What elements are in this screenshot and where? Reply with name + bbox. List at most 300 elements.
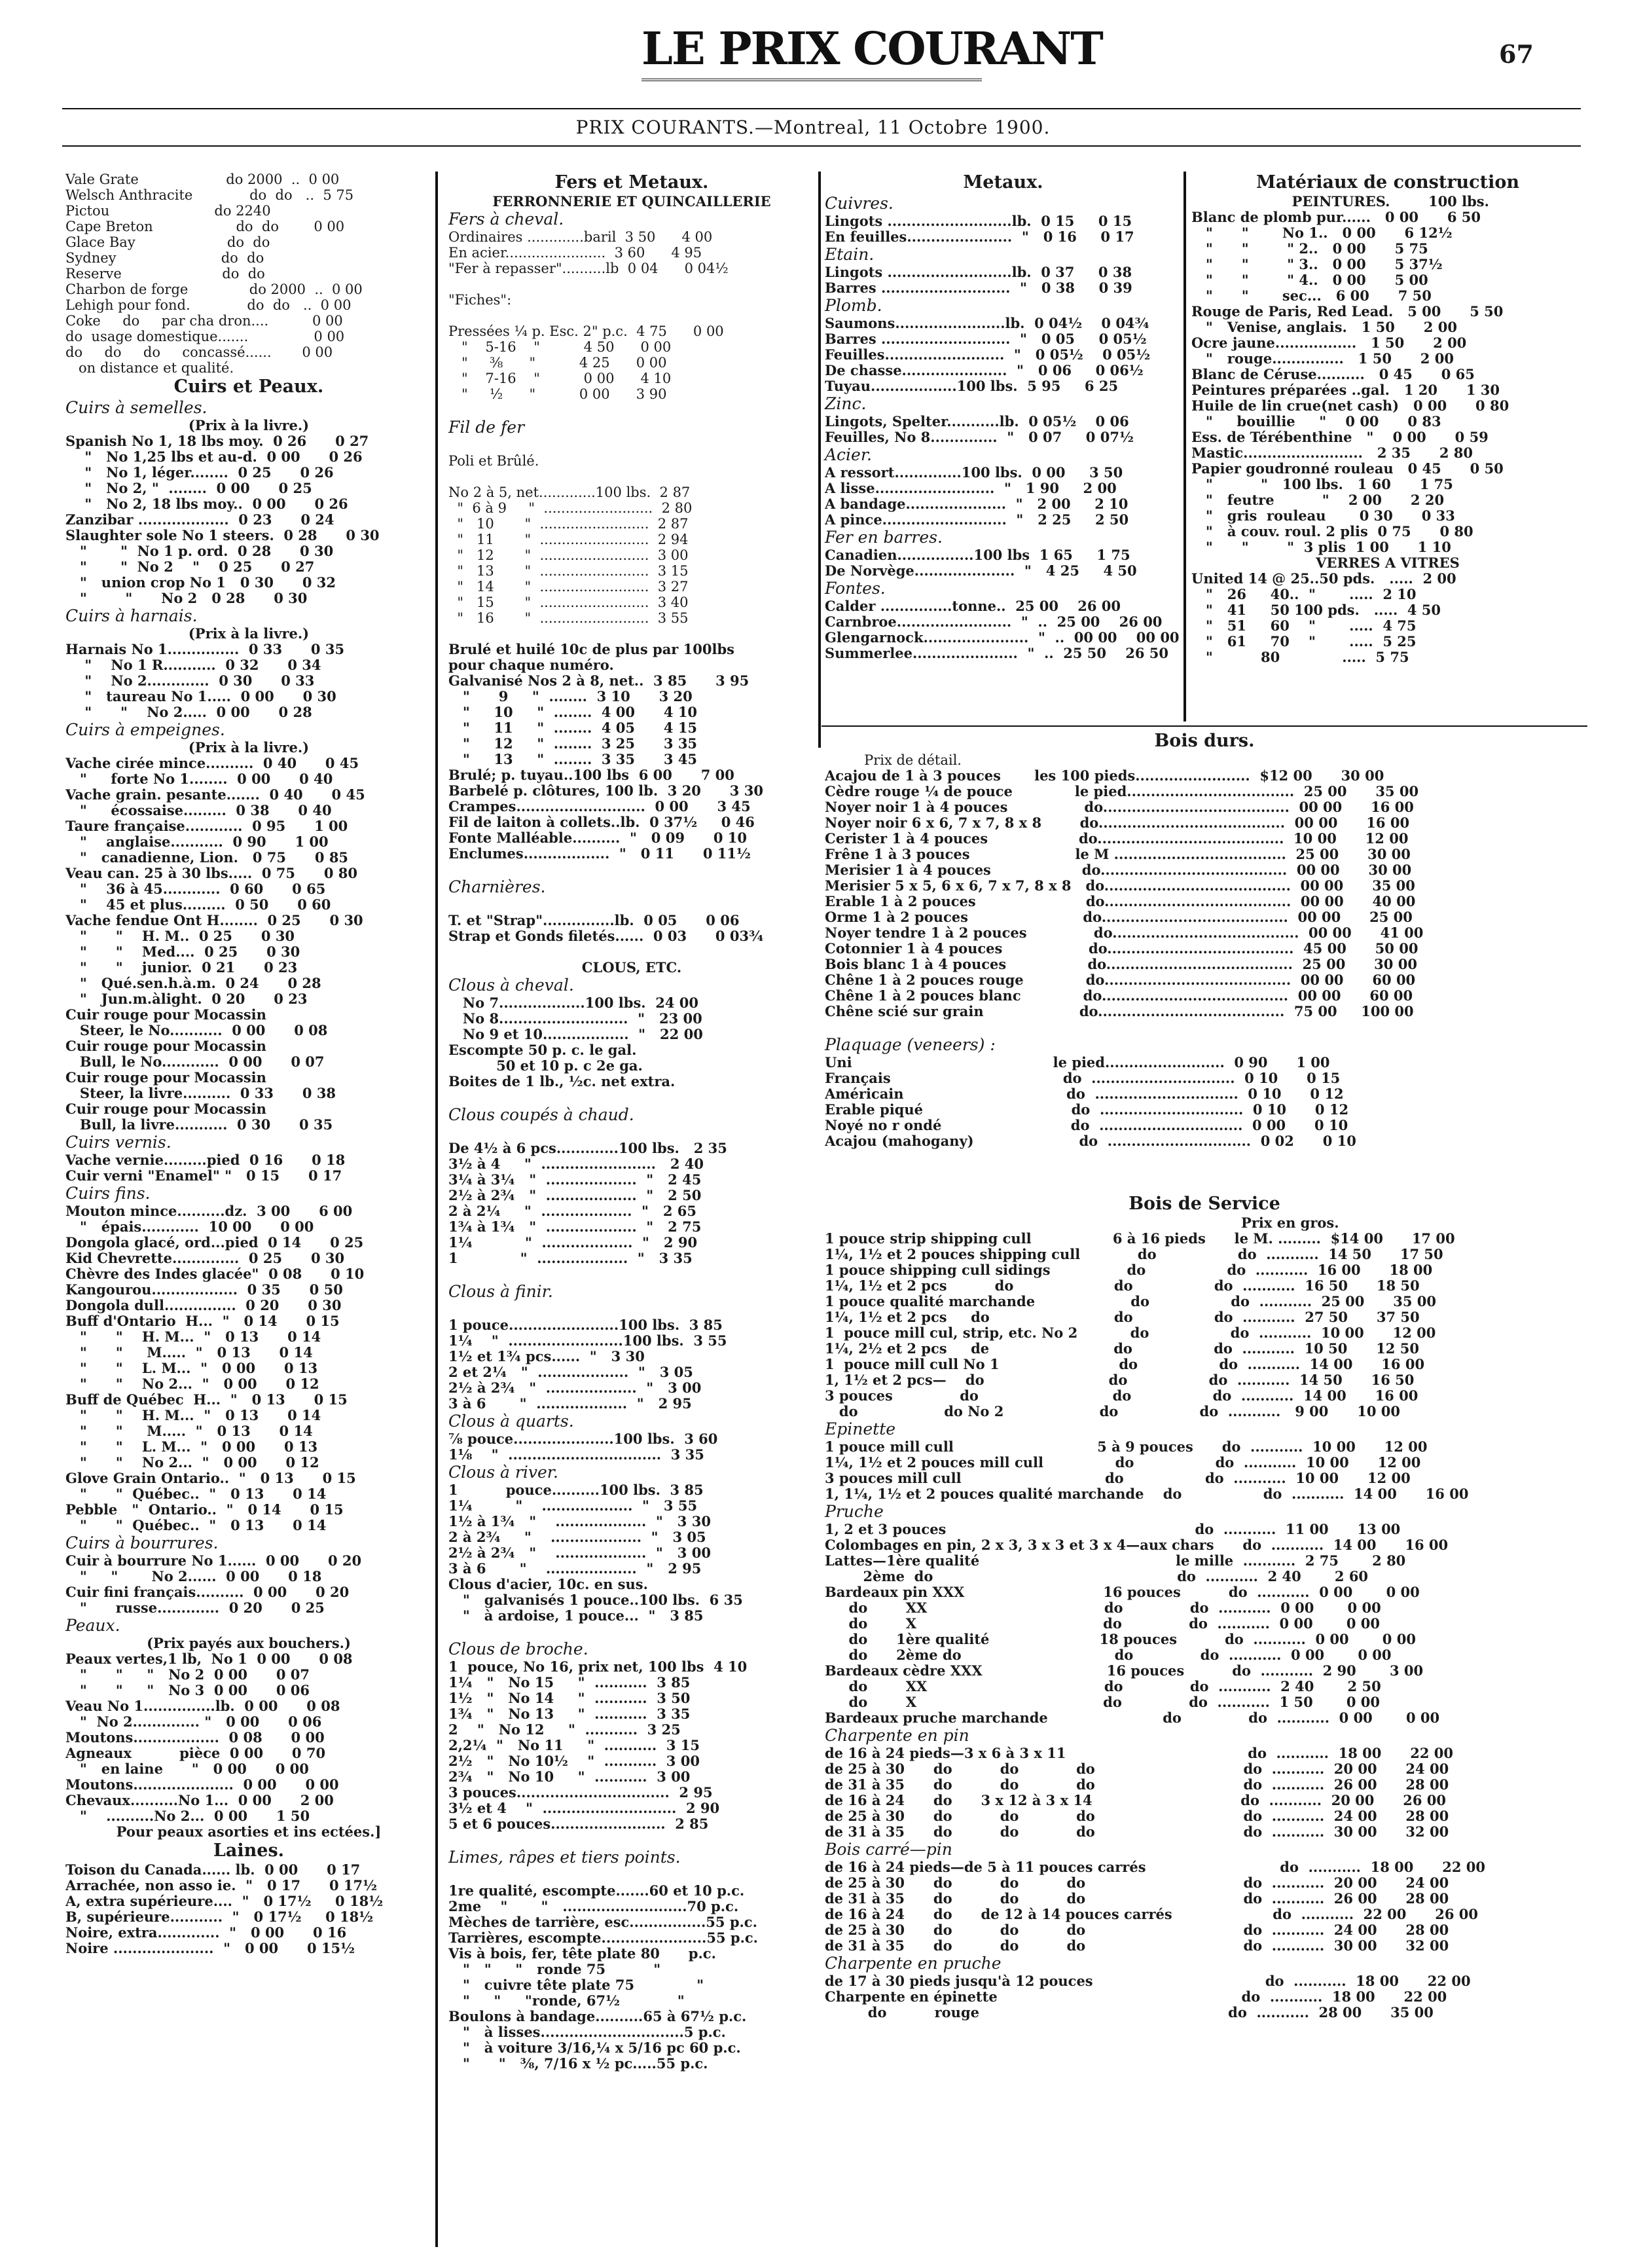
fers-row: 1¼ " ................... " 3 55: [448, 1498, 698, 1514]
fers-row: 2 et 2¼ " ................... " 3 05: [448, 1364, 693, 1380]
bois-service-row: Prix en gros.: [825, 1215, 1339, 1231]
section-bois-durs: [825, 730, 1584, 1149]
fers-row: 2 à 2¼ " ................... " 2 65: [448, 1203, 697, 1219]
cuirs-row: Chèvre des Indes glacée" 0 08 0 10: [65, 1266, 365, 1282]
cuirs-row: (Prix à la livre.): [188, 626, 310, 642]
metaux-row: A bandage..................... " 2 00 2 10: [825, 496, 1129, 512]
fers-row: Pressées ¼ p. Esc. 2" p.c. 4 75 0 00: [448, 323, 724, 339]
cuirs-row: Peaux.: [65, 1616, 120, 1635]
bois-service-row: do XX do do ........... 0 00 0 00: [825, 1600, 1381, 1616]
cuirs-row: do usage domestique....... 0 00: [65, 329, 345, 344]
materiaux-row: " " sec... 6 00 7 50: [1191, 288, 1432, 304]
fers-row: Fil de fer: [448, 418, 525, 437]
cuirs-row: " " H. M... " 0 13 0 14: [65, 1408, 321, 1423]
bois-service-row: do XX do do ........... 2 40 2 50: [825, 1679, 1381, 1694]
bois-durs-row: Cerister 1 à 4 pouces do....................................... 10 00 12 00: [825, 831, 1409, 847]
bois-durs-row: Orme 1 à 2 pouces do....................................... 00 00 25 00: [825, 909, 1413, 925]
materiaux-row: " " " 2.. 0 00 5 75: [1191, 241, 1428, 257]
cuirs-row: " anglaise........... 0 90 1 00: [65, 834, 329, 850]
cuirs-row: Cuir fini français.......... 0 00 0 20: [65, 1584, 350, 1600]
metaux-row: Glengarnock...................... " .. 00 00 00 00: [825, 630, 1180, 646]
cuirs-row: " " L. M... " 0 00 0 13: [65, 1361, 318, 1376]
fers-row: Limes, râpes et tiers points.: [448, 1848, 681, 1867]
materiaux-row: Ess. de Térébenthine " 0 00 0 59: [1191, 430, 1489, 445]
metaux-row: En feuilles...................... " 0 16 0 17: [825, 229, 1134, 245]
cuirs-row: Cuirs vernis.: [65, 1133, 172, 1152]
cuirs-row: Buff d'Ontario H... " 0 14 0 15: [65, 1313, 340, 1329]
metaux-row: Barres ........................... " 0 05 0 05½: [825, 331, 1147, 347]
cuirs-row: " " Med.... 0 25 0 30: [65, 944, 300, 960]
cuirs-row: " " M..... " 0 13 0 14: [65, 1423, 313, 1439]
materiaux-row: Mastic......................... 2 35 2 80: [1191, 445, 1473, 461]
bois-service-row: 1¼, 2½ et 2 pcs de do do ........... 10 50 12 50: [825, 1341, 1419, 1357]
fers-row: " 16 " ......................... 3 55: [448, 610, 689, 626]
bois-durs-row: Bois blanc 1 à 4 pouces do....................................... 25 00 30 00: [825, 957, 1417, 972]
bois-service-row: 1¼, 1½ et 2 pcs do do do ........... 27 50 37 50: [825, 1309, 1420, 1325]
materiaux-row: PEINTURES. 100 lbs.: [1191, 194, 1489, 210]
fers-row: 5 et 6 pouces........................ 2 85: [448, 1816, 709, 1832]
cuirs-row: Bull, la livre........... 0 30 0 35: [65, 1117, 333, 1133]
fers-row: Tarrières, escompte......................55 p.c.: [448, 1930, 758, 1946]
metaux-row: Barres ........................... " 0 38 0 39: [825, 280, 1132, 296]
cuirs-row: Pebble " Ontario.. " 0 14 0 15: [65, 1502, 344, 1518]
header-rule: [62, 145, 1581, 147]
materiaux-row: " " " 4.. 0 00 5 00: [1191, 272, 1428, 288]
cuirs-row: Sydney do do: [65, 250, 264, 266]
cuirs-row: Bull, le No............ 0 00 0 07: [65, 1054, 325, 1070]
cuirs-row: " 36 à 45............ 0 60 0 65: [65, 881, 326, 897]
fers-row: " 9 " ........ 3 10 3 20: [448, 689, 693, 704]
bois-durs-row: Erable 1 à 2 pouces do....................................... 00 00 40 00: [825, 894, 1416, 909]
bois-service-row: de 31 à 35 do do do do ........... 26 00 28 00: [825, 1777, 1449, 1793]
bois-service-row: Bardeaux pin XXX 16 pouces do ........... 0 00 0 00: [825, 1584, 1420, 1600]
metaux-row: Fontes.: [825, 579, 886, 598]
fers-row: 1¼ " No 15 " ........... 3 85: [448, 1675, 691, 1691]
fers-row: 2½ à 2¾ " ................... " 3 00: [448, 1545, 711, 1561]
fers-row: " ⅜ " 4 25 0 00: [448, 355, 667, 371]
cuirs-row: " écossaise......... 0 38 0 40: [65, 803, 332, 818]
fers-row: " à lisses..............................5 p.c.: [448, 2024, 726, 2040]
materiaux-row: Rouge de Paris, Red Lead. 5 00 5 50: [1191, 304, 1504, 320]
metaux-row: Tuyau..................100 lbs. 5 95 6 25: [825, 378, 1119, 394]
fers-row: [448, 1867, 815, 1883]
cuirs-row: Cuirs à harnais.: [65, 606, 198, 625]
fers-row: " 7-16 " 0 00 4 10: [448, 371, 672, 386]
bois-service-title: Bois de Service: [1129, 1194, 1280, 1214]
fers-row: " 5-16 " 4 50 0 00: [448, 339, 672, 355]
fers-row: 1⅛ " ................................ 3 35: [448, 1447, 704, 1463]
bois-service-row: de 16 à 24 pieds—3 x 6 à 3 x 11 do ........... 18 00 22 00: [825, 1746, 1454, 1761]
fers-row: 1¼ " ........................100 lbs. 3 55: [448, 1333, 727, 1349]
fers-row: 3 à 6 " ................... " 2 95: [448, 1561, 702, 1577]
bois-service-row: 1, 2 et 3 pouces do ........... 11 00 13 00: [825, 1522, 1401, 1537]
bois-service-row: de 25 à 30 do do do do ........... 24 00 28 00: [825, 1922, 1449, 1938]
fers-row: " à ardoise, 1 pouce... " 3 85: [448, 1608, 704, 1624]
cuirs-row: Peaux vertes,1 lb, No 1 0 00 0 08: [65, 1651, 353, 1667]
column-materiaux: [1191, 172, 1584, 665]
cuirs-row: Vache grain. pesante....... 0 40 0 45: [65, 787, 365, 803]
bois-service-row: Bois carré—pin: [825, 1840, 952, 1859]
bois-service-row: 3 pouces mill cull do do ........... 10 00 12 00: [825, 1471, 1411, 1486]
cuirs-row: Lehigh pour fond. do do .. 0 00: [65, 297, 352, 313]
bois-service-row: do 1ère qualité 18 pouces do ........... 0 00 0 00: [825, 1632, 1416, 1647]
cuirs-row: Vale Grate do 2000 .. 0 00: [65, 172, 340, 187]
cuirs-row: " " No 2 " 0 25 0 27: [65, 559, 315, 575]
cuirs-row: " " Québec.. " 0 13 0 14: [65, 1518, 327, 1533]
cuirs-row: Dongola dull............... 0 20 0 30: [65, 1298, 342, 1313]
cuirs-row: Coke do par cha dron.... 0 00: [65, 313, 343, 329]
bois-service-row: do do No 2 do do ........... 9 00 10 00: [825, 1404, 1400, 1419]
cuirs-row: " " junior. 0 21 0 23: [65, 960, 298, 976]
bois-durs-row: Américain do .............................. 0 10 0 12: [825, 1086, 1344, 1102]
fers-row: 3½ et 4 " ............................ 2 90: [448, 1801, 720, 1816]
bois-durs-title: Bois durs.: [1154, 731, 1255, 751]
cuirs-row: Cuir rouge pour Mocassin: [65, 1038, 266, 1054]
cuirs-row: Zanzibar ................... 0 23 0 24: [65, 512, 334, 528]
fers-row: 1 pouce..........100 lbs. 3 85: [448, 1482, 704, 1498]
fers-row: [448, 944, 815, 960]
cuirs-row: Dongola glacé, ord...pied 0 14 0 25: [65, 1235, 364, 1251]
fers-row: Galvanisé Nos 2 à 8, net.. 3 85 3 95: [448, 673, 750, 689]
cuirs-row: (Prix payés aux bouchers.): [147, 1636, 351, 1651]
fers-row: " 10 " ........ 4 00 4 10: [448, 704, 698, 720]
top-rule: [62, 108, 1581, 109]
fers-row: 1 " ................... " 3 35: [448, 1251, 693, 1266]
materiaux-row: " Venise, anglais. 1 50 2 00: [1191, 320, 1457, 335]
fers-row: 3½ à 4 " ........................ 2 40: [448, 1156, 704, 1172]
fers-row: [448, 1266, 815, 1282]
cuirs-row: " canadienne, Lion. 0 75 0 85: [65, 850, 349, 866]
running-head: PRIX COURANTS.—Montreal, 11 Octobre 1900.: [575, 117, 1051, 138]
masthead: [0, 0, 1626, 151]
cuirs-row: Cuirs à empeignes.: [65, 720, 225, 739]
bois-service-row: de 31 à 35 do do do do ........... 30 00 32 00: [825, 1824, 1449, 1840]
bois-durs-row: Acajou (mahogany) do .............................. 0 02 0 10: [825, 1133, 1356, 1149]
materiaux-row: Peintures préparées ..gal. 1 20 1 30: [1191, 382, 1500, 398]
metaux-row: Plomb.: [825, 296, 882, 315]
fers-row: Fonte Malléable.......... " 0 09 0 10: [448, 830, 747, 846]
cuirs-row: Welsch Anthracite do do .. 5 75: [65, 187, 354, 203]
fers-row: Fers à cheval.: [448, 210, 564, 229]
fers-row: Clous coupés à chaud.: [448, 1105, 634, 1124]
fers-row: Fers et Metaux.: [554, 172, 709, 192]
fers-row: " cuivre tête plate 75 ": [448, 1977, 704, 1993]
cuirs-row: Charbon de forge do 2000 .. 0 00: [65, 282, 363, 297]
fers-row: 2¾ " No 10 " ........... 3 00: [448, 1769, 691, 1785]
fers-row: 2 " No 12 " ........... 3 25: [448, 1722, 681, 1738]
cuirs-row: Cuirs et Peaux.: [173, 376, 324, 397]
materiaux-row: VERRES A VITRES: [1316, 555, 1460, 571]
cuirs-row: " " H. M.. 0 25 0 30: [65, 928, 295, 944]
cuirs-row: Cape Breton do do 0 00: [65, 219, 345, 234]
cuirs-row: Cuirs à semelles.: [65, 398, 208, 417]
bois-service-row: Colombages en pin, 2 x 3, 3 x 3 et 3 x 4—aux chars do ........... 14 00 16 00: [825, 1537, 1449, 1553]
fers-row: " galvanisés 1 pouce..100 lbs. 6 35: [448, 1592, 743, 1608]
fers-row: ⅞ pouce.....................100 lbs. 3 60: [448, 1431, 718, 1447]
bois-durs-row: Merisier 1 à 4 pouces do....................................... 00 00 30 00: [825, 862, 1412, 878]
cuirs-row: Reserve do do: [65, 266, 265, 282]
fers-row: pour chaque numéro.: [448, 657, 614, 673]
column-divider-1: [435, 172, 438, 2247]
fers-row: 1¼ " ................... " 2 90: [448, 1235, 698, 1251]
fers-row: " " ⅜, 7/16 x ½ pc.....55 p.c.: [448, 2056, 708, 2072]
cuirs-row: " No 1,25 lbs et au-d. 0 00 0 26: [65, 449, 363, 465]
fers-row: [448, 1302, 815, 1317]
fers-row: 2,2¼ " No 11 " ........... 3 15: [448, 1738, 700, 1753]
bois-service-row: de 25 à 30 do do do do ........... 20 00 24 00: [825, 1761, 1449, 1777]
cuirs-row: " No 2............. 0 30 0 33: [65, 673, 315, 689]
metaux-row: De Norvège..................... " 4 25 4 50: [825, 563, 1137, 579]
cuirs-row: Vache vernie.........pied 0 16 0 18: [65, 1152, 346, 1168]
cuirs-row: Vache fendue Ont H........ 0 25 0 30: [65, 913, 363, 928]
materiaux-row: " " " 3 plis 1 00 1 10: [1191, 540, 1451, 555]
cuirs-row: " No 1 R........... 0 32 0 34: [65, 657, 321, 673]
bois-durs-row: Frêne 1 à 3 pouces le M .................................... 25 00 30 00: [825, 847, 1411, 862]
materiaux-row: " 80 ..... 5 75: [1191, 649, 1409, 665]
bois-durs-row: Chêne 1 à 2 pouces rouge do....................................... 00 00 60 00: [825, 972, 1416, 988]
fers-row: 1 pouce, No 16, prix net, 100 lbs 4 10: [448, 1659, 748, 1675]
materiaux-row: Papier goudronné rouleau 0 45 0 50: [1191, 461, 1504, 477]
materiaux-row: " " 100 lbs. 1 60 1 75: [1191, 477, 1453, 492]
cuirs-row: Glace Bay do do: [65, 234, 270, 250]
cuirs-row: (Prix à la livre.): [188, 740, 310, 756]
fers-row: Clous à river.: [448, 1463, 558, 1482]
cuirs-row: (Prix à la livre.): [188, 418, 310, 433]
fers-row: 2½ à 2¾ " ................... " 2 50: [448, 1188, 702, 1203]
fers-row: De 4½ à 6 pcs.............100 lbs. 2 35: [448, 1141, 727, 1156]
bois-service-row: Charpente en pin: [825, 1726, 969, 1745]
cuirs-row: " Jun.m.àlight. 0 20 0 23: [65, 991, 308, 1007]
fers-row: Ordinaires .............baril 3 50 4 00: [448, 229, 713, 245]
section-bois-service: [825, 1193, 1584, 2021]
fers-row: No 7..................100 lbs. 24 00: [448, 995, 698, 1011]
metaux-row: Feuilles......................... " 0 05½ 0 05½: [825, 347, 1151, 363]
materiaux-row: " gris rouleau 0 30 0 33: [1191, 508, 1455, 524]
fers-row: T. et "Strap"...............lb. 0 05 0 06: [448, 913, 740, 928]
materiaux-row: " rouge............... 1 50 2 00: [1191, 351, 1454, 367]
bois-service-row: de 17 à 30 pieds jusqu'à 12 pouces do ........... 18 00 22 00: [825, 1973, 1471, 1989]
fers-row: " " "ronde, 67½ ": [448, 1993, 685, 2009]
bois-durs-row: Noyer noir 1 à 4 pouces do....................................... 00 00 16 00: [825, 799, 1414, 815]
cuirs-row: Kid Chevrette.............. 0 25 0 30: [65, 1251, 345, 1266]
bois-durs-row: Merisier 5 x 5, 6 x 6, 7 x 7, 8 x 8 do....................................... 00 00 35 00: [825, 878, 1415, 894]
fers-row: En acier....................... 3 60 4 95: [448, 245, 702, 261]
fers-row: " 11 " ......................... 2 94: [448, 532, 689, 547]
materiaux-row: " 51 60 " ..... 4 75: [1191, 618, 1417, 634]
cuirs-row: " " L. M... " 0 00 0 13: [65, 1439, 318, 1455]
cuirs-row: Veau No 1...............lb. 0 00 0 08: [65, 1698, 340, 1714]
fers-row: Brulé; p. tuyau..100 lbs 6 00 7 00: [448, 767, 734, 783]
bois-service-row: 3 pouces do do do ........... 14 00 16 00: [825, 1388, 1418, 1404]
bois-service-row: de 31 à 35 do do do do ........... 26 00 28 00: [825, 1891, 1449, 1907]
materiaux-row: " 41 50 100 pds. ..... 4 50: [1191, 602, 1441, 618]
cuirs-row: " russe............. 0 20 0 25: [65, 1600, 325, 1616]
cuirs-row: Noire ..................... " 0 00 0 15½: [65, 1941, 355, 1956]
cuirs-row: " 45 et plus......... 0 50 0 60: [65, 897, 331, 913]
cuirs-row: Arrachée, non asso ie. " 0 17 0 17½: [65, 1878, 378, 1893]
fers-row: " 13 " ........ 3 35 3 45: [448, 752, 698, 767]
fers-row: " 12 " ......................... 3 00: [448, 547, 689, 563]
fers-row: 2 à 2¾ " ................... " 3 05: [448, 1529, 706, 1545]
materiaux-row: " " No 1.. 0 00 6 12½: [1191, 225, 1453, 241]
bois-service-row: do X do do ........... 0 00 0 00: [825, 1616, 1381, 1632]
bois-durs-row: Erable piqué do .............................. 0 10 0 12: [825, 1102, 1349, 1118]
bois-service-row: Charpente en pruche: [825, 1954, 1002, 1973]
fers-row: Clous à finir.: [448, 1282, 553, 1301]
cuirs-row: B, supérieure........... " 0 17½ 0 18½: [65, 1909, 374, 1925]
cuirs-row: " taureau No 1..... 0 00 0 30: [65, 689, 336, 704]
metaux-row: Summerlee...................... " .. 25 50 26 50: [825, 646, 1169, 661]
fers-row: " à voiture 3/16,¼ x 5/16 pc 60 p.c.: [448, 2040, 741, 2056]
bois-durs-row: Français do .............................. 0 10 0 15: [825, 1070, 1341, 1086]
bois-service-row: Bardeaux cèdre XXX 16 pouces do ........... 2 90 3 00: [825, 1663, 1424, 1679]
metaux-row: Zinc.: [825, 394, 867, 413]
cuirs-row: Glove Grain Ontario.. " 0 13 0 15: [65, 1471, 356, 1486]
bois-durs-row: Prix de détail.: [825, 752, 962, 768]
cuirs-row: A, extra supérieure.... " 0 17½ 0 18½: [65, 1893, 384, 1909]
cuirs-row: " " H. M... " 0 13 0 14: [65, 1329, 321, 1345]
cuirs-row: Veau can. 25 à 30 lbs..... 0 75 0 80: [65, 866, 358, 881]
bois-service-row: 1 pouce qualité marchande do do ........... 25 00 35 00: [825, 1294, 1437, 1309]
bois-durs-row: [825, 1019, 1584, 1035]
fers-row: Charnières.: [448, 877, 546, 896]
bois-durs-row: Cèdre rouge ¼ de pouce le pied................................... 25 00 35 00: [825, 784, 1419, 799]
fers-row: 3 pouces................................ 2 95: [448, 1785, 713, 1801]
bois-service-row: 1 pouce mill cull No 1 do do ........... 14 00 16 00: [825, 1357, 1425, 1372]
bois-service-row: 1¼, 1½ et 2 pouces shipping cull do do ........... 14 50 17 50: [825, 1247, 1443, 1262]
cuirs-row: " en laine " 0 00 0 00: [65, 1761, 309, 1777]
cuirs-row: Moutons.................. 0 08 0 00: [65, 1730, 325, 1746]
cuirs-row: Toison du Canada...... lb. 0 00 0 17: [65, 1862, 361, 1878]
materiaux-row: Ocre jaune................. 1 50 2 00: [1191, 335, 1467, 351]
fers-row: " ½ " 0 00 3 90: [448, 386, 667, 402]
fers-row: Enclumes.................. " 0 11 0 11½: [448, 846, 751, 862]
metaux-row: Lingots ..........................lb. 0 15 0 15: [825, 213, 1132, 229]
fers-row: Mèches de tarrière, esc................55 p.c.: [448, 1914, 757, 1930]
cuirs-row: " Qué.sen.h.à.m. 0 24 0 28: [65, 976, 321, 991]
fers-row: " 13 " ......................... 3 15: [448, 563, 689, 579]
metaux-row: Cuivres.: [825, 194, 894, 213]
bois-durs-row: Noyer tendre 1 à 2 pouces do....................................... 00 00 41 00: [825, 925, 1424, 941]
fers-row: 1½ " No 14 " ........... 3 50: [448, 1691, 691, 1706]
fers-row: Poli et Brûlé.: [448, 453, 539, 469]
fers-row: [448, 402, 815, 418]
cuirs-row: Cuir rouge pour Mocassin: [65, 1070, 266, 1086]
column-divider-2: [818, 172, 821, 748]
materiaux-row: Blanc de plomb pur...... 0 00 6 50: [1191, 210, 1481, 225]
cuirs-row: Cuir rouge pour Mocassin: [65, 1007, 266, 1023]
fers-row: Fil de laiton à collets..lb. 0 37½ 0 46: [448, 814, 755, 830]
bois-service-row: do 2ème do do do ........... 0 00 0 00: [825, 1647, 1392, 1663]
bois-service-row: 1 pouce mill cull 5 à 9 pouces do ........... 10 00 12 00: [825, 1439, 1428, 1455]
materiaux-row: " 26 40.. " ..... 2 10: [1191, 587, 1417, 602]
cuirs-row: Buff de Québec H... " 0 13 0 15: [65, 1392, 348, 1408]
cuirs-row: " " No 2... " 0 00 0 12: [65, 1455, 319, 1471]
fers-row: 1 pouce.......................100 lbs. 3 85: [448, 1317, 723, 1333]
cuirs-row: Steer, le No........... 0 00 0 08: [65, 1023, 328, 1038]
cuirs-row: Steer, la livre.......... 0 33 0 38: [65, 1086, 336, 1101]
metaux-row: Acier.: [825, 445, 872, 464]
materiaux-row: " 61 70 " ..... 5 25: [1191, 634, 1417, 649]
cuirs-row: do do do concassé...... 0 00: [65, 344, 333, 360]
fers-row: No 9 et 10.................. " 22 00: [448, 1027, 703, 1042]
fers-row: Escompte 50 p. c. le gal.: [448, 1042, 637, 1058]
metaux-row: Metaux.: [963, 172, 1043, 192]
cuirs-row: " forte No 1........ 0 00 0 40: [65, 771, 333, 787]
fers-row: 1½ à 1¾ " ................... " 3 30: [448, 1514, 711, 1529]
cuirs-row: Cuirs à bourrures.: [65, 1533, 219, 1552]
fers-row: Clous à quarts.: [448, 1412, 574, 1431]
bois-service-row: Epinette: [825, 1419, 896, 1438]
bois-durs-row: Plaquage (veneers) :: [825, 1035, 996, 1054]
column-cuirs-peaux: [65, 172, 432, 1956]
bois-service-row: 1 pouce strip shipping cull 6 à 16 pieds le M. ......... $14 00 17 00: [825, 1231, 1455, 1247]
bois-service-row: de 16 à 24 do 3 x 12 à 3 x 14 do ........... 20 00 26 00: [825, 1793, 1447, 1808]
bois-service-row: Charpente en épinette do ........... 18 00 22 00: [825, 1989, 1447, 2005]
cuirs-row: " " " No 3 0 00 0 06: [65, 1683, 310, 1698]
fers-row: " 11 " ........ 4 05 4 15: [448, 720, 698, 736]
fers-row: 2½ à 2¾ " ................... " 3 00: [448, 1380, 702, 1396]
cuirs-row: Harnais No 1............... 0 33 0 35: [65, 642, 345, 657]
fers-row: Boites de 1 lb., ½c. net extra.: [448, 1074, 676, 1089]
cuirs-row: " " M..... " 0 13 0 14: [65, 1345, 313, 1361]
cuirs-row: Taure française............ 0 95 1 00: [65, 818, 348, 834]
cuirs-row: Pictou do 2240: [65, 203, 271, 219]
fers-row: 2½ " No 10½ " ........... 3 00: [448, 1753, 700, 1769]
bois-service-row: de 16 à 24 pieds—de 5 à 11 pouces carrés do ........... 18 00 22 00: [825, 1859, 1485, 1875]
fers-row: 50 et 10 p. c 2e ga.: [448, 1058, 643, 1074]
bois-durs-row: Noyer noir 6 x 6, 7 x 7, 8 x 8 do....................................... 00 00 16 00: [825, 815, 1410, 831]
cuirs-row: Chevaux..........No 1... 0 00 2 00: [65, 1793, 334, 1808]
bois-service-row: de 25 à 30 do do do do ........... 24 00 28 00: [825, 1808, 1449, 1824]
fers-row: " 12 " ........ 3 25 3 35: [448, 736, 698, 752]
metaux-row: Saumons.......................lb. 0 04½ 0 04¾: [825, 316, 1149, 331]
column-fers-metaux: [448, 172, 815, 2072]
cuirs-row: Cuirs fins.: [65, 1184, 151, 1203]
bois-service-row: Bardeaux pruche marchande do do ........... 0 00 0 00: [825, 1710, 1440, 1726]
cuirs-row: " " " No 2 0 00 0 07: [65, 1667, 310, 1683]
fers-row: 1½ et 1¾ pcs...... " 3 30: [448, 1349, 645, 1364]
fers-row: FERRONNERIE ET QUINCAILLERIE: [492, 194, 771, 210]
fers-row: [448, 1089, 815, 1105]
column-divider-3: [1183, 172, 1186, 722]
metaux-row: Lingots ..........................lb. 0 37 0 38: [825, 265, 1132, 280]
fers-row: " 14 " ......................... 3 27: [448, 579, 689, 594]
fers-row: " " " ronde 75 ": [448, 1962, 661, 1977]
bois-service-row: 2ème do do ........... 2 40 2 60: [825, 1569, 1369, 1584]
cuirs-row: Kangourou.................. 0 35 0 50: [65, 1282, 343, 1298]
metaux-row: A ressort..............100 lbs. 0 00 3 50: [825, 465, 1123, 481]
fers-row: [448, 437, 815, 453]
bois-service-row: Lattes—1ère qualité le mille ........... 2 75 2 80: [825, 1553, 1406, 1569]
metaux-row: Feuilles, No 8.............. " 0 07 0 07½: [825, 430, 1134, 445]
cuirs-row: Spanish No 1, 18 lbs moy. 0 26 0 27: [65, 433, 369, 449]
fers-row: [448, 1125, 815, 1141]
bois-service-row: 1, 1½ et 2 pcs— do do do ........... 14 50 16 50: [825, 1372, 1415, 1388]
cuirs-row: " " No 2... " 0 00 0 12: [65, 1376, 319, 1392]
cuirs-row: " " No 2...... 0 00 0 18: [65, 1569, 322, 1584]
fers-row: Clous de broche.: [448, 1639, 588, 1658]
metaux-row: Carnbroe........................ " .. 25 00 26 00: [825, 614, 1163, 630]
fers-row: Boulons à bandage..........65 à 67½ p.c.: [448, 2009, 747, 2024]
cuirs-row: Laines.: [213, 1840, 285, 1861]
metaux-row: Canadien................100 lbs 1 65 1 75: [825, 547, 1130, 563]
cuirs-row: Cuir à bourrure No 1...... 0 00 0 20: [65, 1553, 362, 1569]
fers-row: " 15 " ......................... 3 40: [448, 594, 689, 610]
materiaux-row: Huile de lin crue(net cash) 0 00 0 80: [1191, 398, 1509, 414]
bois-service-row: do rouge do ........... 28 00 35 00: [825, 2005, 1434, 2021]
fers-row: [448, 469, 815, 485]
